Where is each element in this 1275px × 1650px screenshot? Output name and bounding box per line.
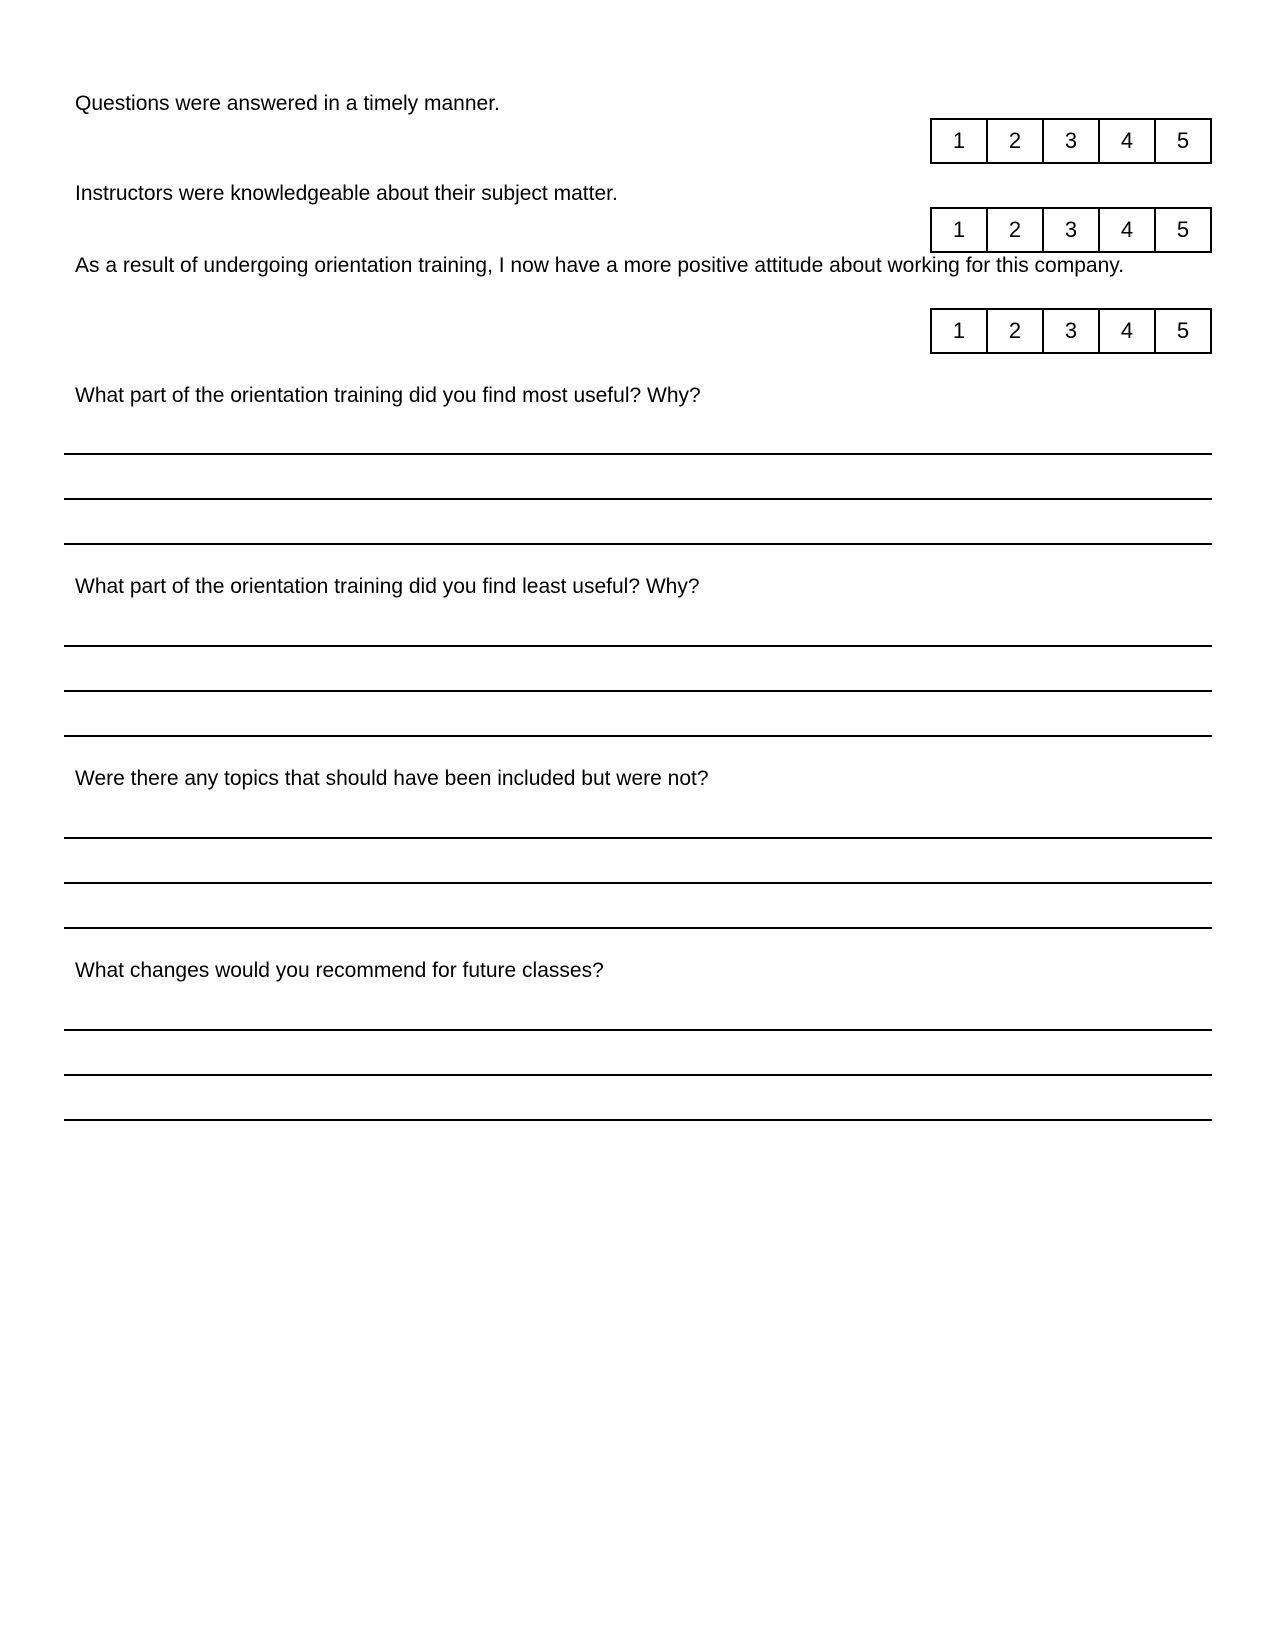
answer-line[interactable] (64, 882, 1212, 884)
rating-statement-3: As a result of undergoing orientation training, I now have a more positive attitude about working for this company. (75, 254, 1125, 277)
rating-scale-3 (930, 308, 1212, 354)
rating-option-2[interactable]: 2 (986, 209, 1042, 251)
rating-option-4[interactable]: 4 (1098, 310, 1154, 352)
rating-option-1[interactable]: 1 (952, 318, 966, 343)
rating-statement-1: Questions were answered in a timely manner. (75, 92, 500, 115)
rating-option-1[interactable]: 1 (952, 128, 966, 153)
rating-option-3[interactable]: 3 (1042, 120, 1098, 162)
open-question-1: What part of the orientation training did you find most useful? Why? (75, 384, 701, 407)
rating-scale-1 (930, 118, 1212, 164)
rating-option-5[interactable]: 5 (1154, 209, 1210, 251)
answer-line[interactable] (64, 1074, 1212, 1076)
rating-option-4[interactable]: 4 (1098, 120, 1154, 162)
rating-option-5[interactable]: 5 (1154, 120, 1210, 162)
answer-line[interactable] (64, 690, 1212, 692)
answer-line[interactable] (64, 837, 1212, 839)
answer-line[interactable] (64, 453, 1212, 455)
rating-option-4[interactable]: 4 (1098, 209, 1154, 251)
answer-line[interactable] (64, 1029, 1212, 1031)
answer-line[interactable] (64, 927, 1212, 929)
answer-line[interactable] (64, 645, 1212, 647)
rating-option-3[interactable]: 3 (1042, 310, 1098, 352)
rating-option-3[interactable]: 3 (1042, 209, 1098, 251)
rating-option-5[interactable]: 5 (1154, 310, 1210, 352)
rating-option-2[interactable]: 2 (986, 120, 1042, 162)
open-question-4: What changes would you recommend for future classes? (75, 959, 604, 982)
rating-statement-2: Instructors were knowledgeable about their subject matter. (75, 182, 618, 205)
open-question-2: What part of the orientation training did you find least useful? Why? (75, 575, 700, 598)
open-question-3: Were there any topics that should have been included but were not? (75, 767, 709, 790)
answer-line[interactable] (64, 498, 1212, 500)
answer-line[interactable] (64, 1119, 1212, 1121)
rating-option-2[interactable]: 2 (986, 310, 1042, 352)
answer-line[interactable] (64, 543, 1212, 545)
rating-option-1[interactable]: 1 (952, 217, 966, 242)
rating-scale-2 (930, 207, 1212, 253)
answer-line[interactable] (64, 735, 1212, 737)
